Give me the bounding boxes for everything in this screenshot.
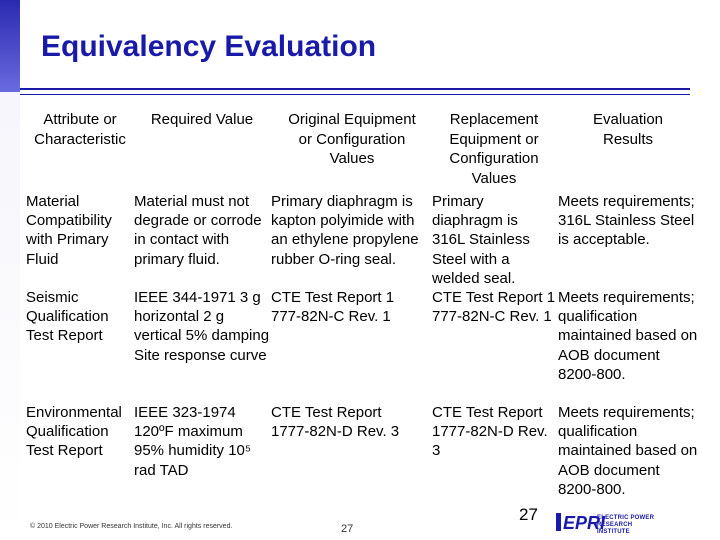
footer-copyright: © 2010 Electric Power Research Institute, Inc. All rights reserved. <box>30 523 233 530</box>
row2-result: Meets requirements; qualification maintained based on AOB document 8200-800. <box>558 289 698 383</box>
row3-result: Meets requirements; qualification maintained based on AOB document 8200-800. <box>558 404 698 498</box>
row2-replacement: CTE Test Report 1 777-82N-C Rev. 1 <box>432 289 556 326</box>
row3-required: IEEE 323-1974 120ºF maximum 95% humidity 10⁵ rad TAD <box>134 404 252 479</box>
row1-attribute: Material Compatibility with Primary Fluid <box>26 193 112 268</box>
row3-attribute: Environmental Qualification Test Report <box>26 404 122 460</box>
title-accent-bar <box>0 0 20 92</box>
title-underline <box>20 88 690 90</box>
logo-wordmark: EPRI <box>563 513 606 533</box>
logo-tagline: ELECTRIC POWER RESEARCH INSTITUTE <box>597 515 655 535</box>
row2-required: IEEE 344-1971 3 g horizontal 2 g vertical 5% damping Site response curve <box>134 289 270 364</box>
header-original: Original Equipment or Configuration Values <box>288 111 416 167</box>
title-underline-thin <box>20 94 690 95</box>
row3-replacement: CTE Test Report 1777-82N-D Rev. 3 <box>432 404 548 460</box>
header-required: Required Value <box>150 111 254 128</box>
row1-result: Meets requirements; 316L Stainless Steel is acceptable. <box>558 193 695 249</box>
row2-original: CTE Test Report 1 777-82N-C Rev. 1 <box>271 289 395 326</box>
header-attribute: Attribute or Characteristic <box>34 111 126 148</box>
row3-original: CTE Test Report 1777-82N-D Rev. 3 <box>271 404 400 441</box>
slide-title: Equivalency Evaluation <box>41 30 377 63</box>
row1-required: Material must not degrade or corrode in contact with primary fluid. <box>134 193 262 268</box>
header-results: Evaluation Results <box>592 111 664 148</box>
header-replacement: Replacement Equipment or Configuration Values <box>449 111 539 187</box>
row1-replacement: Primary diaphragm is 316L Stainless Steel with a welded seal. <box>432 193 530 287</box>
row2-attribute: Seismic Qualification Test Report <box>26 289 109 345</box>
slide-number: 27 <box>519 505 538 524</box>
row1-original: Primary diaphragm is kapton polyimide with an ethylene propylene rubber O-ring seal. <box>271 193 419 268</box>
footer-page-number: 27 <box>341 523 354 535</box>
